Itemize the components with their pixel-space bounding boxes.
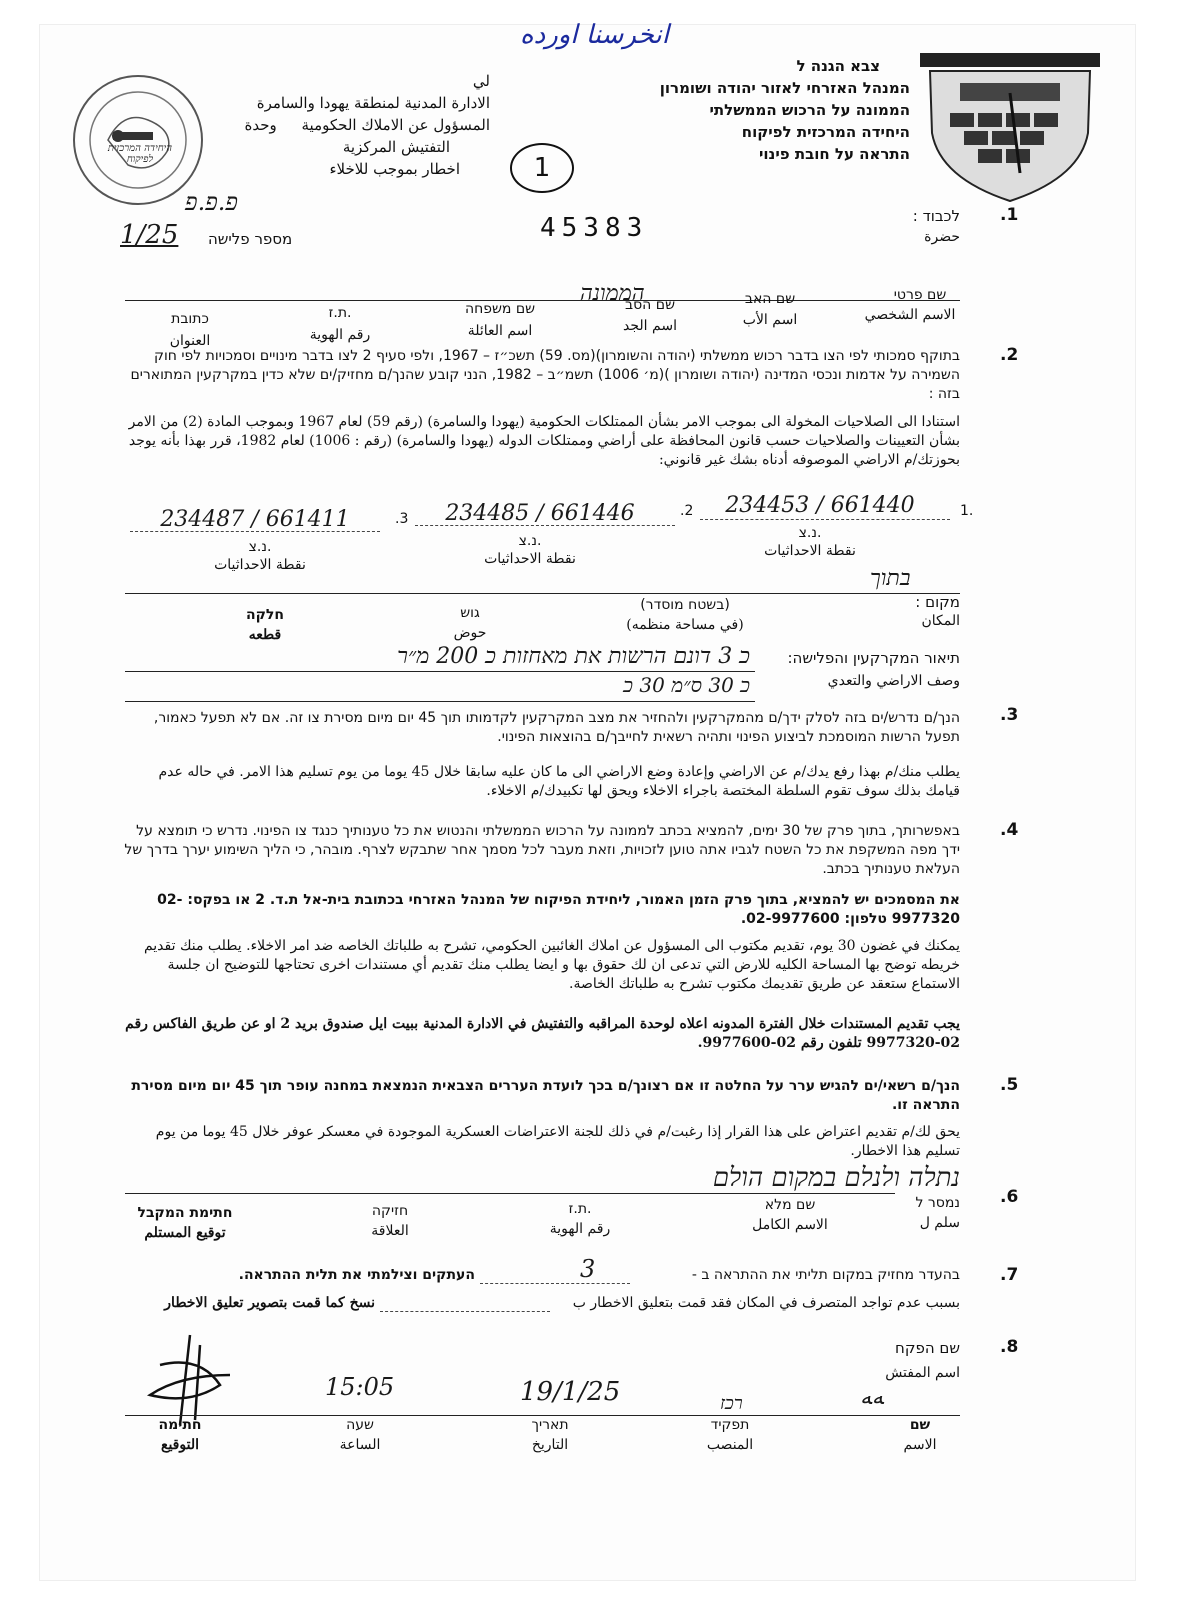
ar-header-2b: وحدة xyxy=(244,116,277,134)
sig-label-name-ar: الاسم xyxy=(903,1437,937,1453)
date-value: 19/1/25 xyxy=(520,1377,621,1407)
sig-label-role: תפקיד xyxy=(710,1417,750,1433)
sec4-ar-text: يمكنك في غضون 30 يوم، تقديم مكتوب الى المسؤول عن املاك الغائبين الحكومي، تشرح به طلباتك الخاصه ضد امر الاخلاء. يطلب منك تقديم خريطه توضح بها المساحة الكليه للارض التي تدعى ان لك حقوق بها و ايضا يطلب منك تقديم أي مستندات اخرى تحتاجها للتوضيح ان جلسة الاستماع ستعقد عن طريق تقديمك مكتوب تشرح به طلباتك الخاصة. xyxy=(143,938,960,992)
label-id-6-ar: رقم الهوية xyxy=(549,1221,611,1237)
sec7-ar-b: نسخ كما قمت بتصوير تعليق الاخطار xyxy=(164,1295,375,1311)
label-address: כתובת xyxy=(171,311,209,327)
sec4-he-bold: את המסמכים יש להמציא, בתוך פרק הזמן האמור, ליחידת הפיקוח של המנהל האזרחי בכתובת בית-אל ת.ד. 2 או בפקס: 02-9977320 טלפון: 02-9977600. xyxy=(157,892,960,927)
sig-label-date: תאריך xyxy=(531,1417,569,1433)
delivered-ar: سلم ل xyxy=(919,1215,960,1231)
coord-label-3-ar: نقطة الاحداثيات xyxy=(214,557,306,573)
ar-header-4: اخطار بموجب للاخلاء xyxy=(329,160,460,178)
handwritten-code: פ.פ.פ xyxy=(185,188,238,216)
coord-label-2: נ.צ. xyxy=(518,533,542,549)
sec1-num: .1 xyxy=(1000,205,1019,225)
ar-header-2: المسؤول عن الاملاك الحكومية xyxy=(301,116,490,134)
file-no-value: 1/25 xyxy=(120,220,179,250)
arabic-header xyxy=(230,70,490,180)
label-first-name: שם פרטי xyxy=(893,287,947,303)
place-value: בתוך xyxy=(870,566,911,591)
delivered-he: נמסר ל xyxy=(915,1195,960,1211)
sec4-ar-bold: يجب تقديم المستندات خلال الفترة المدونه اعلاه لوحدة المراقبه والتفتيش في الادارة المدنية ببيت ايل صندوق بريد 2 او عن طريق الفاكس رقم 02-9977320 تلفون رقم 02-9977600. xyxy=(125,1016,960,1051)
coord-num-2: .2 xyxy=(680,503,694,519)
sig-label-time-ar: الساعة xyxy=(339,1437,381,1453)
sec6-hand: נתלה ולנלם במקום הולם xyxy=(712,1163,960,1193)
helka-ar: قطعه xyxy=(248,627,282,643)
sec7-ar-a: بسبب عدم تواجد المتصرف في المكان فقد قمت بتعليق الاخطار ب xyxy=(572,1295,960,1311)
sec5-ar-text: يحق لك/م تقديم اعتراض على هذا القرار إذا رغبت/م في ذلك للجنة الاعتراضات العسكرية الموجودة في معسكر عوفر خلال 45 يوما من يوم تسليم هذا الاخطار. xyxy=(155,1124,960,1159)
description-hand-2: כ 30 ס״מ 30 כ xyxy=(623,673,750,697)
coord-label-1-ar: نقطة الاحداثيات xyxy=(764,543,856,559)
sig-label-name: שם xyxy=(909,1417,931,1433)
description-he: תיאור המקרקעין והפלישה: xyxy=(787,649,960,667)
sec7-value: 3 xyxy=(580,1255,596,1283)
sec8-num: .8 xyxy=(1000,1337,1019,1357)
ar-header-1: الادارة المدنية لمنطقة يهودا والسامرة xyxy=(256,94,490,112)
sec6-num: .6 xyxy=(1000,1187,1019,1207)
hebrew-header xyxy=(580,55,910,165)
coord-num-1: 1. xyxy=(960,503,974,519)
he-header-2: הממונה על הרכוש הממשלתי xyxy=(709,101,910,119)
sig-label-time: שעה xyxy=(346,1417,374,1433)
label-id-ar: رقم الهوية xyxy=(309,327,371,343)
coord-value-2: 234485 / 661446 xyxy=(445,501,635,526)
label-address-ar: العنوان xyxy=(169,333,211,349)
officer-he: שם הפקח xyxy=(895,1339,960,1357)
he-header-4: התראה על חובת פינוי xyxy=(758,145,910,163)
sec2-ar-text: استنادا الى الصلاحيات المخولة الى بموجب الامر بشأن الممتلكات الحكومية (يهودا والسامرة) (رقم 59) لعام 1967 وبموجب المادة (2) من الامر بشأن التعيينات والصلاحيات حسب قانون المحافظة على أراضي وممتلكات الدوله (يهودا والسامرة) (رقم : 1006) لعام 1982، قرر بهذا بأنه يوجد بحوزتك/م الاراضي الموصوفه أدناه بشك غير قانوني: xyxy=(128,414,960,468)
officer-ar: اسم المفتش xyxy=(885,1365,960,1381)
place-ar: المكان xyxy=(921,613,960,629)
label-id-6: ת.ז. xyxy=(568,1201,592,1217)
label-id: ת.ז. xyxy=(328,305,352,321)
label-relation-ar: العلاقة xyxy=(371,1223,409,1239)
label-first-name-ar: الاسم الشخصي xyxy=(864,307,956,323)
label-family-name-ar: اسم العائلة xyxy=(467,323,533,339)
label-recipient-signature: חתימת המקבל xyxy=(137,1205,233,1221)
label-recipient-signature-ar: توقيع المستلم xyxy=(144,1225,226,1241)
coord-value-1: 234453 / 661440 xyxy=(725,493,915,518)
label-father-name: שם האב xyxy=(744,291,796,307)
sig-label-signature: חתימה xyxy=(158,1417,202,1433)
document-page xyxy=(40,20,1135,1580)
he-header-1: המנהל האזרחי לאזור יהודה ושומרון xyxy=(659,79,910,97)
gush-he: גוש xyxy=(460,605,480,621)
label-grandfather-name: שם הסב xyxy=(625,297,675,313)
description-ar: وصف الاراضي والتعدي xyxy=(827,673,960,689)
he-header-3: היחידה המרכזית לפיקוח xyxy=(741,123,910,141)
label-full-name-ar: الاسم الكامل xyxy=(752,1217,828,1233)
sig-label-role-ar: المنصب xyxy=(706,1437,754,1453)
label-family-name: שם משפחה xyxy=(464,301,536,317)
he-header-0: צבא הגנה ל xyxy=(796,57,880,75)
serial-number: 45383 xyxy=(540,213,649,243)
ar-header-0: لي xyxy=(472,72,490,90)
label-grandfather-name-ar: اسم الجد xyxy=(623,318,677,334)
settled-ar: (في مساحة منظمه) xyxy=(626,617,744,633)
sig-label-signature-ar: التوقيع xyxy=(161,1437,199,1453)
file-no-label: מספר פלישה xyxy=(208,230,293,248)
officer-initial: ﻪﻪ xyxy=(860,1385,884,1410)
label-relation: חזיקה xyxy=(371,1203,409,1219)
sec5-num: .5 xyxy=(1000,1075,1019,1095)
circled-number: 1 xyxy=(510,143,574,193)
sec7-he-a: בהעדר מחזיק במקום תליתי את ההתראה ב - xyxy=(691,1267,960,1283)
sec3-he-text: הנך/ם נדרש/ים בזה לסלק ידך/ם מהמקרקעין ולהחזיר את מצב המקרקעין לקדמותו תוך 45 יום מיום מסירת צו זה. אם לא תפעל כאמור, תפעל הרשות המוסמכת לביצוע הפינוי ותהיה רשאית לחייבך/ם בהוצאות הפינוי. xyxy=(153,710,960,745)
sec5-he-text: הנך/ם רשאי/ים להגיש ערר על החלטה זו אם רצונך/ם בכך לועדת העררים הצבאית הנמצאת במחנה עופר תוך 45 יום מיום מסירת התראה זו. xyxy=(131,1078,960,1113)
label-full-name: שם מלא xyxy=(764,1197,816,1213)
sec4-he-text: באפשרותך, בתוך פרק של 30 ימים, להמציא בכתב לממונה על הרכוש הממשלתי והנטוש את כל טענותיך כנגד צו הפינוי. נדרש כי תומצא על ידך מפה המשקפת את כל השטח לגביו אתה טוען לזכויות, וזאת מעבר לכל מסמך אחר שתבקש לצרף. מובהר, כי הליך השימוע יערך בדרך של העלאת טענותיך בכתב. xyxy=(124,823,960,877)
description-hand-1: כ 3 דונם הרשות את מאחזות כ 200 מ״ר xyxy=(397,644,750,669)
sec3-num: .3 xyxy=(1000,705,1019,725)
sec4-num: .4 xyxy=(1000,820,1019,840)
coord-num-3: .3 xyxy=(395,511,409,527)
coord-label-3: נ.צ. xyxy=(248,539,272,555)
stamp-circle-text-he: היחידה המרכזית לפיקוח xyxy=(107,143,173,165)
role-value: רכז xyxy=(720,1393,743,1414)
sec3-ar-text: يطلب منك/م بهذا رفع يدك/م عن الاراضي وإعادة وضع الاراضي الى ما كان عليه سابقا خلال 45 يوما من يوم تسليم هذا الامر. في حاله عدم قيامك بذلك سوف تقوم السلطة المختصة باجراء الاخلاء ويحق لها تكبيدك/م الاخلاء. xyxy=(158,764,960,799)
place-he: מקום : xyxy=(915,593,960,611)
sec7-he-b: העתקים וצילמתי את תלית ההתראה. xyxy=(238,1267,475,1283)
sig-label-date-ar: التاريخ xyxy=(531,1437,569,1453)
coord-label-2-ar: نقطة الاحداثيات xyxy=(484,551,576,567)
label-father-name-ar: اسم الأب xyxy=(742,312,798,328)
handwritten-grandfather: הממונה xyxy=(580,281,645,306)
top-handwritten-note: انخرسنا اورده xyxy=(520,20,669,50)
coord-value-3: 234487 / 661411 xyxy=(160,507,350,532)
time-value: 15:05 xyxy=(325,1373,395,1401)
helka-he: חלקה xyxy=(245,607,284,623)
emblem-icon xyxy=(920,53,1100,203)
coord-label-1: נ.צ. xyxy=(798,525,822,541)
sec7-num: .7 xyxy=(1000,1265,1019,1285)
to-he: לכבוד : xyxy=(912,207,960,225)
settled-he: (בשטח מוסדר) xyxy=(640,597,730,613)
ar-header-3: التفتيش المركزية xyxy=(342,138,450,156)
gush-ar: حوض xyxy=(453,625,487,641)
sec2-he-text: בתוקף סמכותי לפי הצו בדבר רכוש ממשלתי (יהודה והשומרון)(מס. 59) תשכ״ז – 1967, ולפי סעיף 2 לצו בדבר מינויים וסמכויות לפי חוק השמירה על אדמות ונכסי המדינה (יהודה ושומרון )(מ׳ 1006) תשמ״ב – 1982, הנני קובע שהנך/ם מחזיק/ים שלא כדין במקרקעין המתוארים בזה : xyxy=(130,348,960,402)
sec2-num: .2 xyxy=(1000,345,1019,365)
to-ar: حضرة xyxy=(924,229,960,245)
